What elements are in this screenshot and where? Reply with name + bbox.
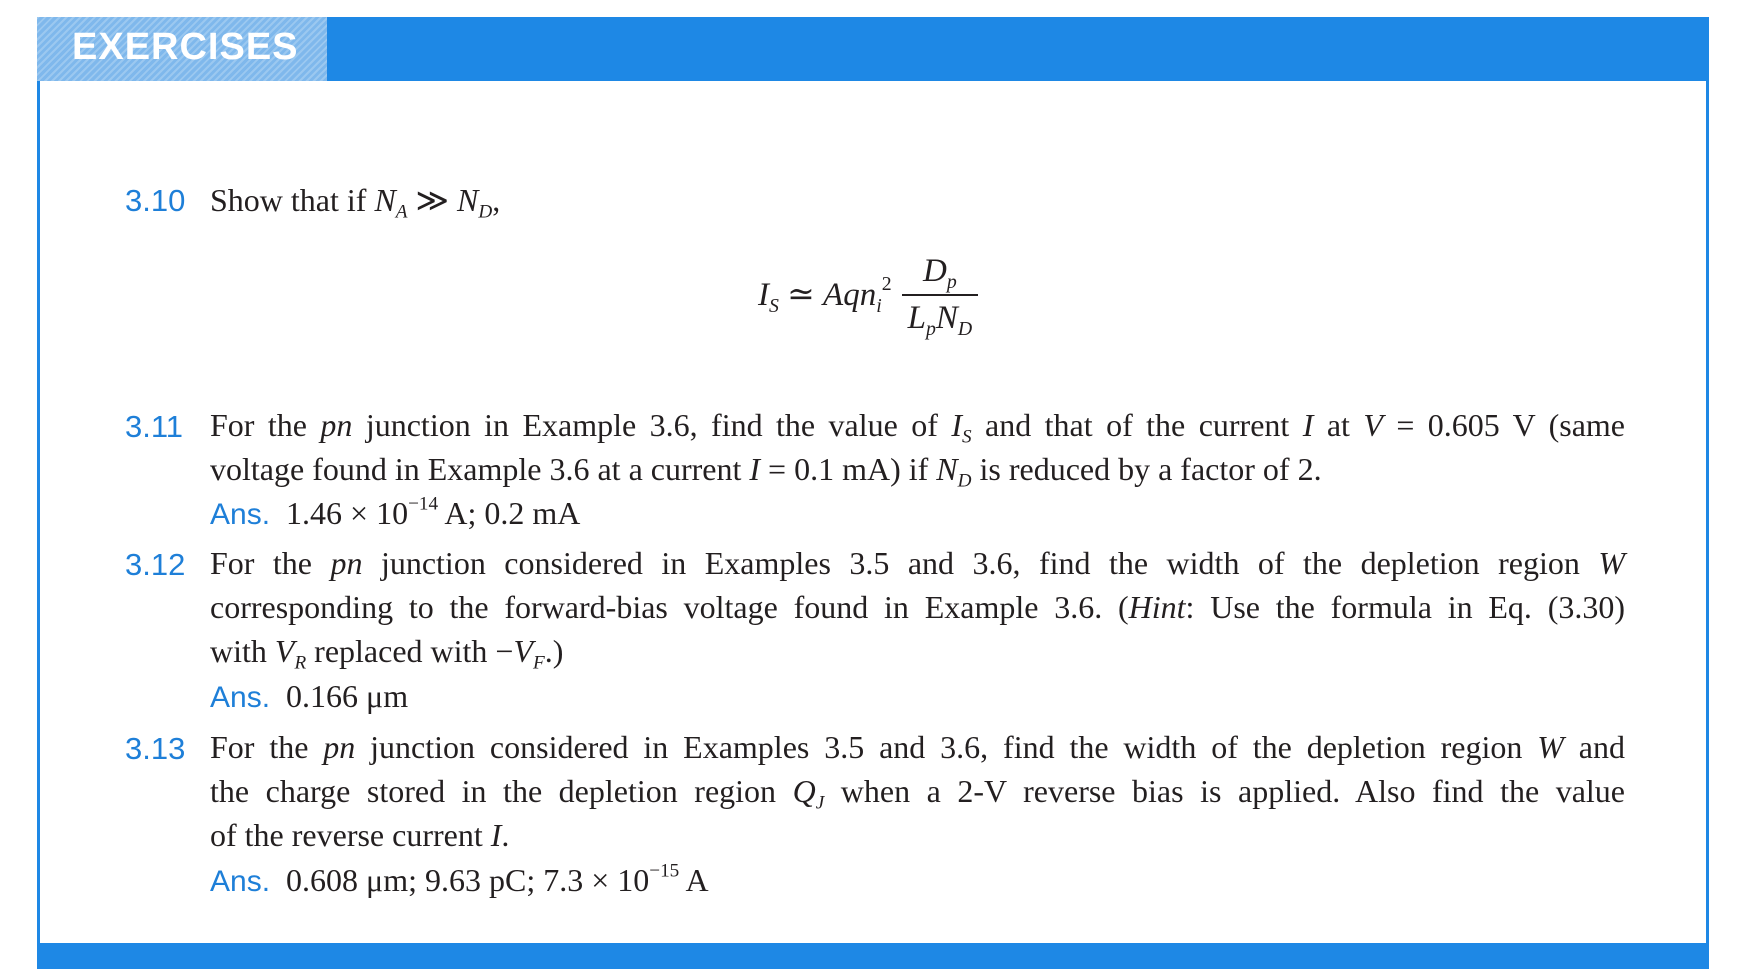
exercise-number: 3.11 bbox=[125, 409, 184, 444]
answer-label: Ans. bbox=[210, 498, 271, 531]
answer-label: Ans. bbox=[210, 681, 271, 714]
answer-value: 0.608 μm; 9.63 pC; $7.3 \times 10^{-15}$ A bbox=[286, 860, 709, 898]
exercise-text-line: the charge stored in the depletion region $Q_J$ when a 2-V reverse bias is applied. Also find the value bbox=[210, 773, 1626, 814]
exercise-text-line: For the pn junction considered in Examples 3.5 and 3.6, find the width of the depletion region W bbox=[210, 545, 1626, 581]
equation: $I_S$ ≃ Aqn$_i^2$ $\frac{D_p}{L_pN_D}$ bbox=[758, 255, 978, 335]
exercise-number: 3.13 bbox=[125, 731, 186, 766]
exercise-text-line: corresponding to the forward-bias voltage found in Example 3.6. (Hint: Use the formula in Eq. (3.30) bbox=[210, 589, 1626, 625]
answer-value: $1.46 \times 10^{-14}$ A; 0.2 mA bbox=[286, 493, 581, 531]
exercise-text-line: For the pn junction in Example 3.6, find the value of $I_S$ and that of the current I at V = 0.605 V (same bbox=[210, 407, 1626, 448]
exercise-text-line: voltage found in Example 3.6 at a current I = 0.1 mA) if $N_D$ is reduced by a factor of 2. bbox=[210, 451, 1322, 492]
section-title: EXERCISES bbox=[72, 26, 299, 68]
answer-line bbox=[210, 493, 581, 531]
exercise-text-line: of the reverse current I. bbox=[210, 817, 510, 853]
answer-line bbox=[210, 860, 709, 898]
answer-label: Ans. bbox=[210, 865, 271, 898]
exercise-text-line: with $V_R$ replaced with $-V_F$.) bbox=[210, 633, 564, 674]
exercise-text-line: Show that if $N_A$ ≫ $N_D$, bbox=[210, 182, 501, 223]
answer-line bbox=[210, 680, 408, 713]
exercise-number: 3.12 bbox=[125, 547, 186, 582]
answer-value: 0.166 μm bbox=[286, 678, 409, 714]
exercise-text-line: For the pn junction considered in Examples 3.5 and 3.6, find the width of the depletion region W and bbox=[210, 729, 1626, 765]
exercise-number: 3.10 bbox=[125, 183, 186, 218]
footer-bar bbox=[37, 943, 1709, 969]
